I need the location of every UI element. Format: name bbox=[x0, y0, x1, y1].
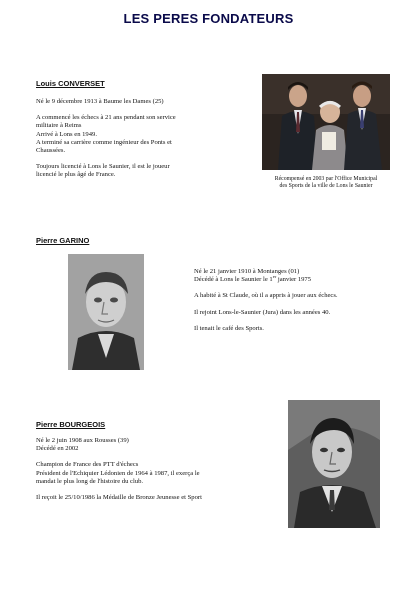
death-line bbox=[194, 276, 394, 284]
page-title: LES PERES FONDATEURS bbox=[123, 11, 294, 26]
bio-line: Toujours licencié à Lons le Saunier, il est le joueur bbox=[36, 163, 170, 171]
garino-biography bbox=[194, 268, 394, 333]
award-ceremony-photo bbox=[262, 74, 390, 170]
ordinal-superscript: er bbox=[272, 274, 277, 280]
founder-name-converset: Louis CONVERSET bbox=[36, 79, 105, 88]
converset-award-photo bbox=[262, 74, 390, 170]
bio-line: Décédé en 2002 bbox=[36, 445, 79, 453]
founder-name-bourgeois: Pierre BOURGEOIS bbox=[36, 420, 106, 429]
bio-line: Né le 2 juin 1908 aux Rousses (39) bbox=[36, 437, 129, 444]
bio-line: Il rejoint Lons-le-Saunier (Jura) dans les années 40. bbox=[194, 308, 331, 316]
bio-line: A terminé sa carrière comme ingénieur des Ponts et bbox=[36, 138, 172, 146]
death-date-prefix: Décédé à Lons le Saunier le 1 bbox=[194, 276, 273, 284]
bio-line: Chaussées. bbox=[36, 147, 66, 155]
bio-line: Né le 21 janvier 1910 à Montanges (01) bbox=[194, 268, 300, 275]
bio-line: Il reçoit le 25/10/1986 la Médaille de Bronze Jeunesse et Sport bbox=[36, 494, 202, 502]
bourgeois-portrait-photo bbox=[288, 400, 380, 528]
bio-line: Né le 9 décembre 1913 à Baume les Dames (25) bbox=[36, 98, 164, 105]
bio-line: licencié le plus âgé de France. bbox=[36, 171, 116, 179]
caption-line: Récompensé en 2003 par l'Office Municipal bbox=[274, 176, 378, 182]
garino-portrait-photo bbox=[68, 254, 144, 370]
founder-name-garino: Pierre GARINO bbox=[36, 236, 90, 245]
bourgeois-biography bbox=[36, 437, 266, 502]
converset-photo-caption bbox=[252, 176, 400, 190]
bio-line: militaire à Reims bbox=[36, 122, 82, 130]
bio-line: Champion de France des PTT d'échecs bbox=[36, 461, 139, 469]
portrait-photo bbox=[68, 254, 144, 370]
portrait-photo bbox=[288, 400, 380, 528]
bio-line: Président de l'Echiquier Lédonien de 1964 à 1987, il exerça le bbox=[36, 469, 200, 477]
bio-line: Arrivé à Lons en 1949. bbox=[36, 130, 97, 138]
bio-line: mandat le plus long de l'histoire du club. bbox=[36, 477, 144, 485]
bio-line: Il tenait le café des Sports. bbox=[194, 324, 264, 332]
converset-biography bbox=[36, 98, 226, 180]
bio-line: A habité à St Claude, où il a appris à jouer aux échecs. bbox=[194, 292, 338, 300]
caption-line: des Sports de la ville de Lons le Saunier bbox=[279, 183, 373, 189]
bio-line: A commencé les échecs à 21 ans pendant son service bbox=[36, 114, 176, 122]
death-date-suffix: janvier 1975 bbox=[276, 276, 312, 284]
